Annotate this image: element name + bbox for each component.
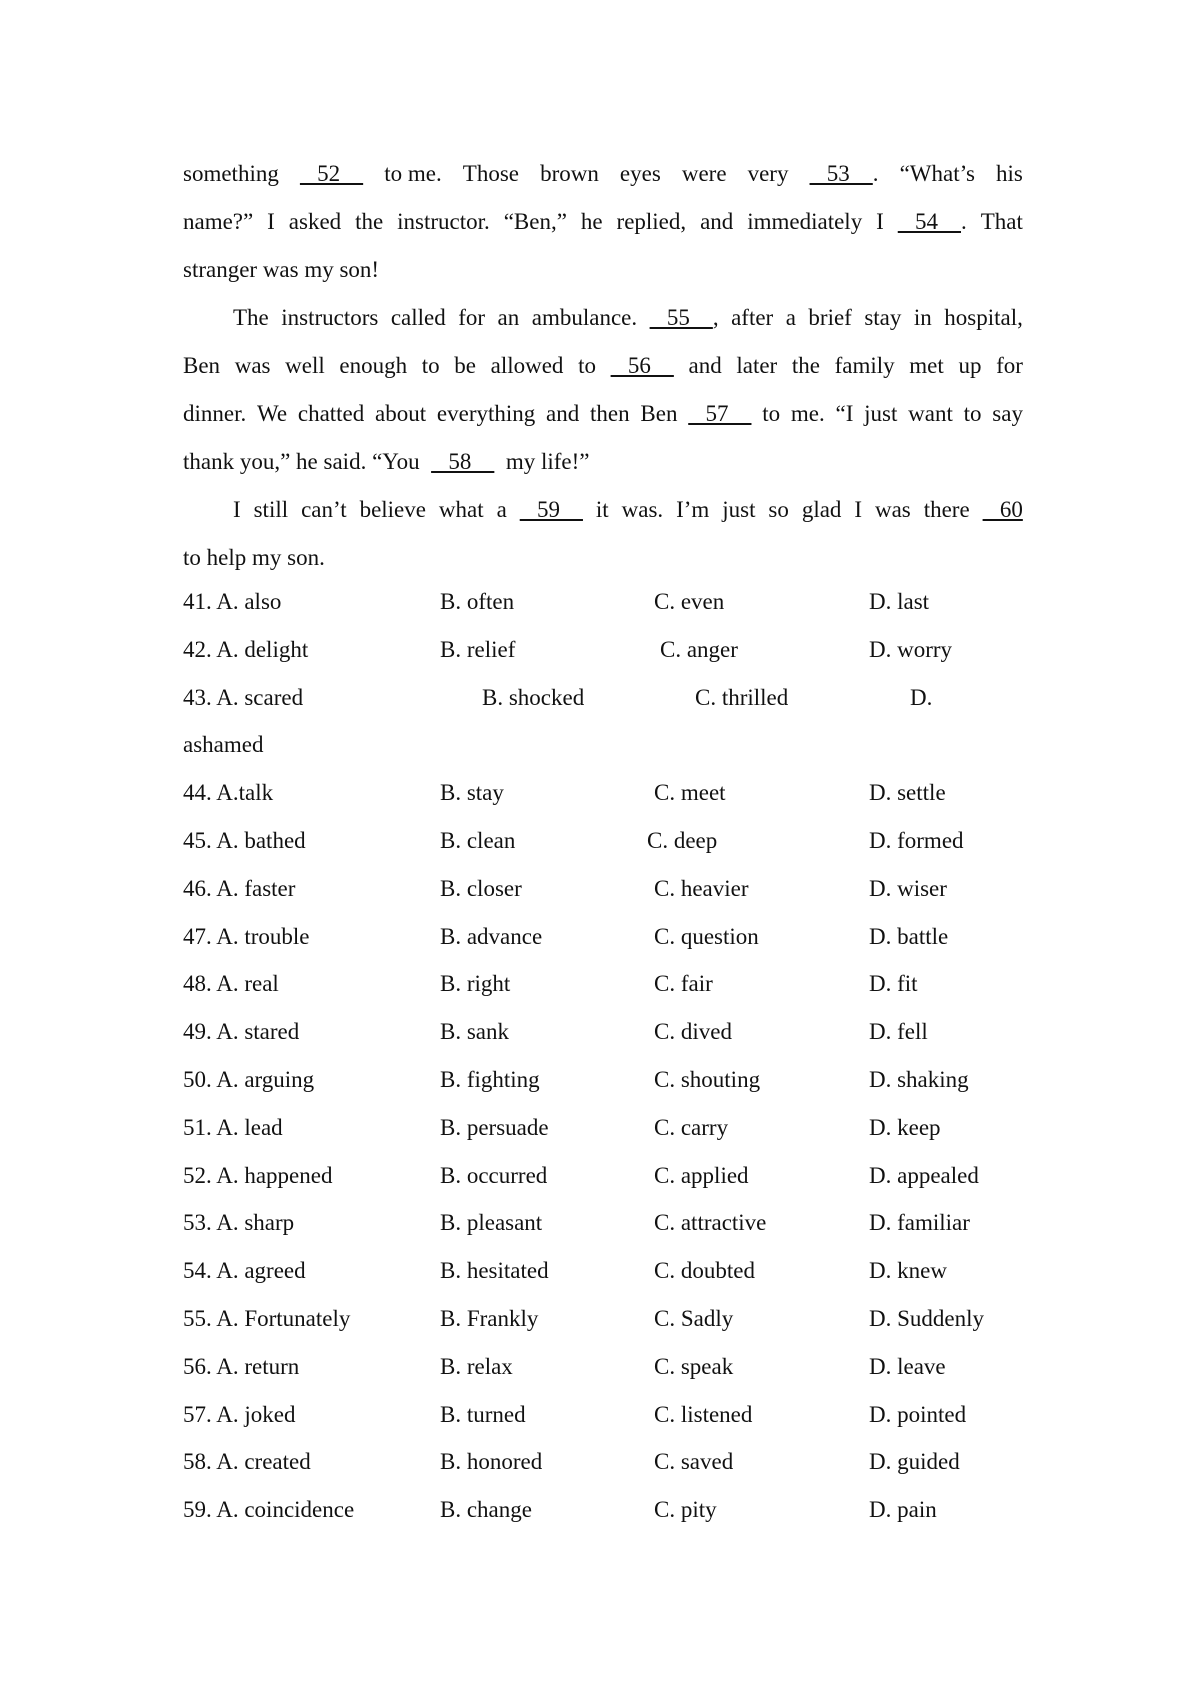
passage-text: family [834,353,895,378]
option-a: 47. A. trouble [183,923,310,949]
option-b: B. Frankly [440,1305,539,1331]
passage-text: up [958,353,982,378]
option-c: C. Sadly [654,1305,734,1331]
option-c: C. applied [654,1162,749,1188]
question-48 [183,960,1043,1008]
option-d: D. last [869,589,930,614]
option-d: D. pain [869,1497,937,1523]
passage-text: so [768,497,789,522]
question-49 [183,1008,1043,1056]
option-d: D. worry [869,636,953,662]
option-a: 50. A. arguing [183,1066,315,1092]
option-a: 59. A. coincidence [183,1497,355,1523]
option-b: B. hesitated [440,1258,549,1284]
passage-text: can’t [301,497,347,522]
option-b: B. clean [440,827,516,853]
option-c: C. meet [654,780,726,806]
option-b: B. persuade [440,1114,549,1140]
option-c: C. pity [654,1497,717,1523]
blank-53-wrap: 53 . [809,161,879,186]
option-c: C. anger [660,636,738,662]
option-a: 52. A. happened [183,1162,333,1188]
option-c: C. listened [654,1401,753,1427]
option-b: B. advance [440,923,543,949]
passage-text: still [253,497,289,522]
passage-text: for [996,353,1023,378]
answer-options [183,578,1043,1534]
passage-text: and [688,353,722,378]
option-b: B. shocked [482,684,585,710]
option-b: B. often [440,589,515,614]
passage-text: want [908,401,953,426]
passage-text: something [183,161,279,186]
passage-text: glad [801,497,842,522]
blank-54-wrap: 54 . [897,209,967,234]
option-a: 46. A. faster [183,875,296,901]
passage-text: to [578,353,596,378]
passage-line-2 [183,198,1023,246]
passage-text: a [496,497,507,522]
option-c: C. shouting [654,1066,761,1092]
option-a: 43. A. scared [183,684,304,710]
option-a: 41. A. also [183,589,282,614]
option-a: 55. A. Fortunately [183,1305,351,1331]
passage-text: enough [339,353,408,378]
option-d: D. shaking [869,1066,969,1092]
passage-text: eyes [619,161,661,186]
passage-text: “I [835,401,854,426]
option-a: 45. A. bathed [183,827,306,853]
option-b: B. sank [440,1019,509,1045]
passage-text: replied, [616,209,687,234]
option-d: D. appealed [869,1162,979,1188]
option-d-wrapped: ashamed [183,732,264,758]
option-b: B. honored [440,1449,543,1475]
option-d: D. keep [869,1114,941,1140]
blank-54: 54 [897,209,961,234]
passage-text: I [233,497,241,522]
question-59 [183,1486,1043,1534]
passage-text: stranger was my son! [183,257,380,282]
passage-text: chatted [297,401,365,426]
blank-53: 53 [809,161,873,186]
passage-line-7 [183,438,1023,486]
question-44 [183,769,1043,817]
passage-text: brown [540,161,599,186]
passage-line-3 [183,246,1023,294]
passage-text: The [233,305,269,330]
passage-text: to me. [384,161,442,186]
passage-text: and [700,209,734,234]
option-c: C. dived [654,1019,732,1045]
option-c: C. speak [654,1353,734,1379]
option-d: D. wiser [869,875,947,901]
passage-text: asked [288,209,342,234]
passage-text: just [864,401,898,426]
passage-text: instructor. [397,209,490,234]
passage-text: about [375,401,427,426]
passage-text: after [731,305,774,330]
blank-58: 58 [431,449,495,474]
question-57 [183,1391,1043,1439]
blank-56: 56 [610,353,674,378]
passage-text: I [267,209,275,234]
option-a: 54. A. agreed [183,1258,306,1284]
passage-text: hospital, [944,305,1023,330]
passage-text: he [580,209,603,234]
option-d: D. fell [869,1019,928,1045]
option-c: C. carry [654,1114,729,1140]
passage-text: were [681,161,727,186]
question-55 [183,1295,1043,1343]
option-d: D. fit [869,971,918,997]
option-a: 49. A. stared [183,1019,300,1045]
passage-text: my life!” [505,449,590,474]
passage-text: instructors [281,305,379,330]
passage-text: “Ben,” [503,209,567,234]
option-c: C. heavier [654,875,749,901]
question-56 [183,1343,1043,1391]
option-a: 58. A. created [183,1449,311,1475]
passage-line-1 [183,150,1023,198]
option-d: D. leave [869,1353,946,1379]
passage-text: to help my son. [183,545,325,570]
passage-text: to [421,353,440,378]
passage-line-8 [183,486,1023,534]
passage-text: it [595,497,609,522]
passage-text: very [747,161,789,186]
question-58 [183,1438,1043,1486]
passage-text: in [913,305,932,330]
option-c: C. fair [654,971,713,997]
passage-text: brief [808,305,852,330]
question-51 [183,1104,1043,1152]
passage-text: well [285,353,325,378]
passage-text: then [590,401,630,426]
question-43 [183,674,1043,722]
passage-line-9 [183,534,1023,582]
option-d: D. pointed [869,1401,967,1427]
passage-text: and [546,401,580,426]
option-b: B. pleasant [440,1210,543,1236]
option-c: C. even [654,589,725,614]
passage-text: immediately [747,209,863,234]
passage-text: the [791,353,820,378]
option-a: 57. A. joked [183,1401,296,1427]
blank-55-wrap: 55 , [649,305,719,330]
passage-text: me. [790,401,825,426]
option-b: B. closer [440,875,522,901]
option-c: C. question [654,923,759,949]
passage-text: I [854,497,863,522]
passage-text: his [996,161,1023,186]
passage-text: say [992,401,1023,426]
passage-text: name?” [183,209,254,234]
passage-line-6 [183,390,1023,438]
cloze-passage [183,150,1023,582]
blank-55: 55 [649,305,713,330]
passage-text: That [980,209,1023,234]
option-a: 42. A. delight [183,636,309,662]
option-d: D. guided [869,1449,960,1475]
passage-text: later [736,353,778,378]
question-50 [183,1056,1043,1104]
passage-text: was. [621,497,664,522]
question-54 [183,1247,1043,1295]
question-45 [183,817,1043,865]
passage-text: believe [359,497,426,522]
passage-text: there [923,497,970,522]
option-a: 48. A. real [183,971,279,997]
passage-text: Those [462,161,519,186]
passage-text: a [785,305,796,330]
passage-text: was [874,497,911,522]
option-d: D. Suddenly [869,1305,984,1331]
option-d: D. knew [869,1258,947,1284]
option-b: B. stay [440,780,504,806]
passage-text: stay [864,305,902,330]
passage-text: for [458,305,486,330]
option-d: D. familiar [869,1210,970,1236]
blank-59: 59 [519,497,583,522]
option-a: 44. A.talk [183,780,274,806]
option-b: B. turned [440,1401,526,1427]
option-a: 53. A. sharp [183,1210,295,1236]
option-c: C. deep [647,827,718,853]
passage-text: “What’s [899,161,975,186]
passage-line-5 [183,342,1023,390]
option-b: B. fighting [440,1066,540,1092]
passage-text: allowed [490,353,564,378]
option-d: D. battle [869,923,949,949]
question-41 [183,578,1043,626]
passage-text: to [762,401,781,426]
passage-text: Ben [640,401,678,426]
question-52 [183,1152,1043,1200]
option-c: C. thrilled [695,684,789,710]
passage-text: to [963,401,982,426]
option-b: B. occurred [440,1162,548,1188]
option-b: B. change [440,1497,532,1523]
question-47 [183,913,1043,961]
passage-text: ambulance. [531,305,638,330]
question-53 [183,1199,1043,1247]
passage-text: We [257,401,288,426]
passage-text: what [438,497,484,522]
option-c: C. saved [654,1449,734,1475]
passage-text: called [390,305,446,330]
option-a: 51. A. lead [183,1114,283,1140]
option-c: C. doubted [654,1258,755,1284]
blank-57: 57 [688,401,752,426]
question-46 [183,865,1043,913]
passage-text: met [909,353,944,378]
option-a: 56. A. return [183,1353,300,1379]
passage-text: thank you,” he said. “You [183,449,420,474]
blank-60: 60 [982,497,1023,522]
passage-line-4 [183,294,1023,342]
option-b: B. relax [440,1353,513,1379]
passage-text: I’m [676,497,710,522]
question-43-wrap [183,721,1043,769]
passage-text: everything [436,401,536,426]
option-d: D. [910,684,933,710]
option-d: D. settle [869,780,946,806]
blank-52: 52 [299,161,364,186]
option-c: C. attractive [654,1210,767,1236]
passage-text: Ben [183,353,221,378]
question-42 [183,626,1043,674]
passage-text: just [722,497,756,522]
option-d: D. formed [869,827,964,853]
passage-text: dinner. [183,401,247,426]
option-b: B. relief [440,636,516,662]
passage-text: the [355,209,384,234]
passage-text: was [234,353,271,378]
passage-text: be [454,353,476,378]
passage-text: an [497,305,520,330]
passage-text: I [876,209,884,234]
option-b: B. right [440,971,511,997]
